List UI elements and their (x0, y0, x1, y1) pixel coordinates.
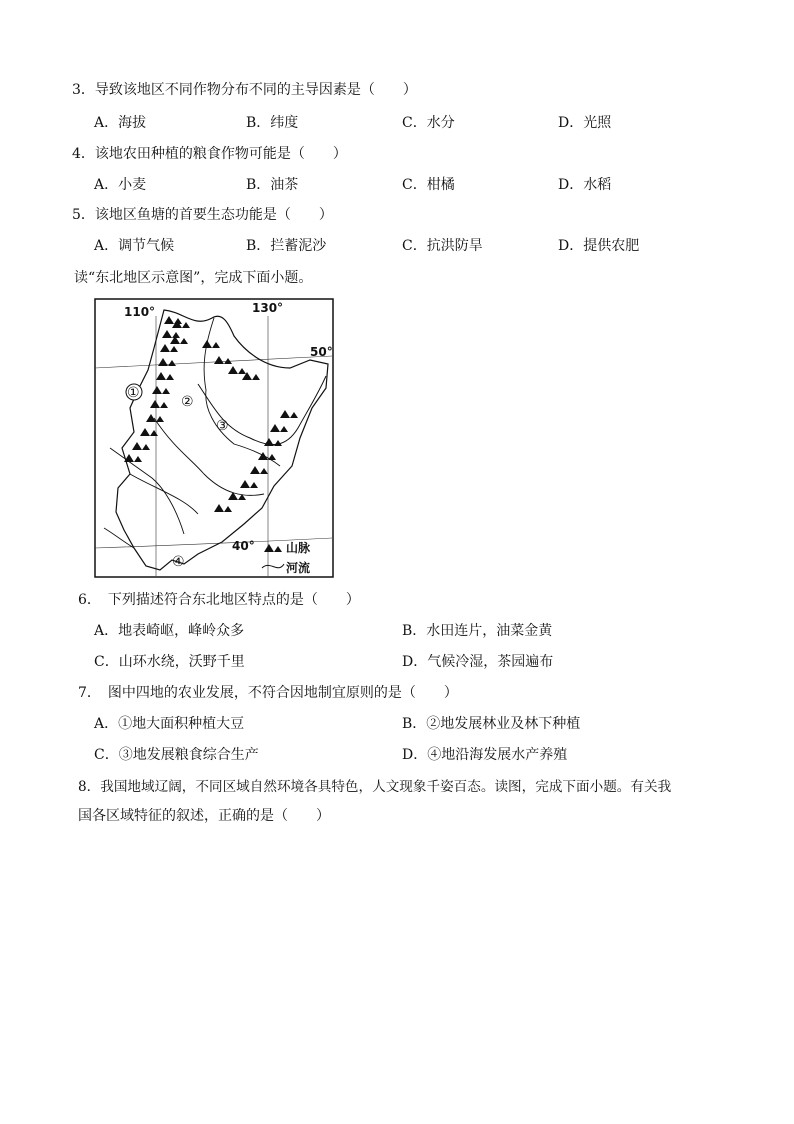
question-7-stem: 7． 图中四地的农业发展，不符合因地制宜原则的是（ ） (78, 685, 458, 701)
question-6-option-d: D．气候冷湿，茶园遍布 (402, 654, 554, 670)
map-intro: 读“东北地区示意图”，完成下面小题。 (74, 270, 313, 286)
question-3-option-c: C．水分 (402, 115, 455, 131)
question-3-option-d: D．光照 (558, 115, 612, 131)
question-7-option-d: D．④地沿海发展水产养殖 (402, 747, 568, 763)
region-4-label: ④ (172, 554, 185, 570)
map-frame (95, 299, 333, 577)
question-4-option-d: D．水稻 (558, 177, 612, 193)
question-6-stem: 6． 下列描述符合东北地区特点的是（ ） (78, 592, 360, 608)
region-3-label: ③ (216, 418, 229, 434)
question-5-stem: 5．该地区鱼塘的首要生态功能是（ ） (72, 207, 333, 223)
question-7-option-b: B．②地发展林业及林下种植 (402, 716, 581, 732)
question-8-stem-line1: 8．我国地域辽阔，不同区域自然环境各具特色，人文现象千姿百态。读图，完成下面小题。有关我 (78, 779, 672, 795)
longitude-110-label: 110° (124, 305, 156, 319)
northeast-china-map (94, 298, 334, 578)
question-5-option-c: C．抗洪防旱 (402, 238, 483, 254)
question-6-option-a: A．地表崎岖，峰岭众多 (94, 623, 245, 639)
question-4-option-a: A．小麦 (94, 177, 147, 193)
question-4-option-b: B．油茶 (246, 177, 299, 193)
question-5-option-d: D．提供农肥 (558, 238, 640, 254)
question-4-stem: 4．该地农田种植的粮食作物可能是（ ） (72, 146, 347, 162)
legend-mountain-label: 山脉 (286, 541, 311, 555)
question-5-option-a: A．调节气候 (94, 238, 175, 254)
question-3-option-a: A．海拔 (94, 115, 147, 131)
longitude-130-label: 130° (252, 301, 284, 315)
question-8-stem-line2: 国各区域特征的叙述，正确的是（ ） (78, 808, 330, 824)
question-7-option-a: A．①地大面积种植大豆 (94, 716, 245, 732)
latitude-50-label: 50° (310, 345, 333, 359)
question-6-option-b: B．水田连片，油菜金黄 (402, 623, 553, 639)
question-3-option-b: B．纬度 (246, 115, 299, 131)
question-3-stem: 3．导致该地区不同作物分布不同的主导因素是（ ） (72, 82, 417, 98)
region-1-label: ① (127, 385, 140, 401)
region-2-label: ② (181, 394, 194, 410)
question-4-option-c: C．柑橘 (402, 177, 455, 193)
latitude-40-label: 40° (232, 539, 255, 553)
question-7-option-c: C．③地发展粮食综合生产 (94, 747, 259, 763)
question-6-option-c: C．山环水绕，沃野千里 (94, 654, 245, 670)
question-5-option-b: B．拦蓄泥沙 (246, 238, 327, 254)
legend-river-label: 河流 (286, 561, 311, 575)
